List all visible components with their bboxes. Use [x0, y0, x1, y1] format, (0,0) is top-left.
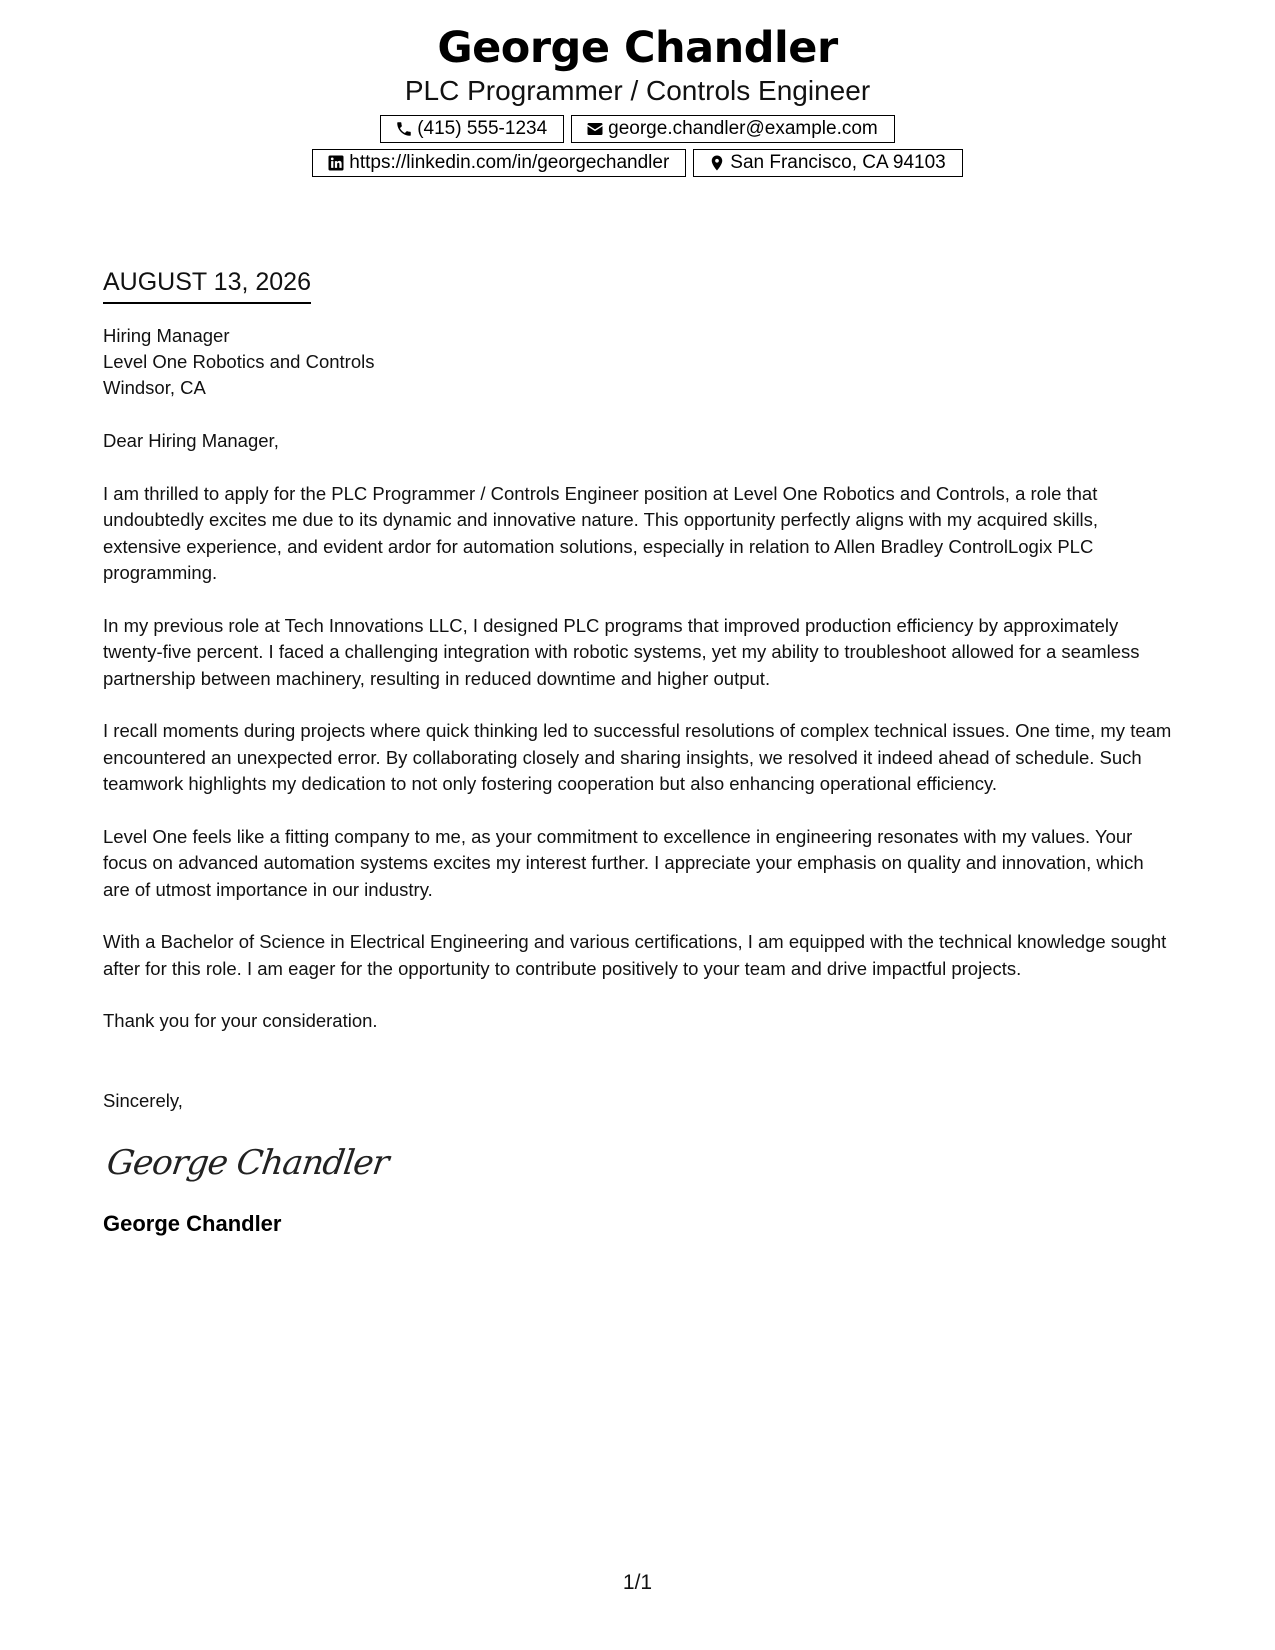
applicant-name: George Chandler	[437, 23, 838, 73]
handwritten-signature	[104, 1136, 391, 1188]
recipient-company: Level One Robotics and Controls	[103, 351, 375, 372]
recipient-name: Hiring Manager	[103, 325, 230, 346]
phone-text: (415) 555-1234	[417, 118, 548, 139]
paragraph-3: I recall moments during projects where quick thinking led to successful resolutions of complex technical issues. One time, my team encountered an unexpected error. By collaborating closely and sharing insights, we resolved it indeed ahead of schedule. Such teamwork highlights my dedication to not only fostering cooperation but also enhancing operational efficiency.	[103, 720, 1172, 794]
applicant-title: PLC Programmer / Controls Engineer	[404, 75, 871, 106]
greeting: Dear Hiring Manager,	[103, 430, 279, 451]
phone-icon	[395, 120, 413, 138]
contact-list	[0, 115, 1275, 177]
recipient-location: Windsor, CA	[103, 377, 206, 398]
page-number: 1/1	[622, 1571, 653, 1594]
closing-thanks: Thank you for your consideration.	[103, 1010, 378, 1031]
linkedin-text: https://linkedin.com/in/georgechandler	[349, 152, 670, 173]
signed-name: George Chandler	[103, 1211, 282, 1236]
paragraph-2: In my previous role at Tech Innovations LLC, I designed PLC programs that improved production efficiency by approximately twenty-five percent. I faced a challenging integration with robotic systems, yet my ability to troubleshoot allowed for a seamless partnership between machinery, resulting in reduced downtime and higher output.	[103, 614, 1140, 689]
linkedin-icon	[327, 154, 345, 172]
letter-body	[103, 266, 1173, 1238]
letter-date: AUGUST 13, 2026	[103, 266, 311, 304]
signoff: Sincerely,	[103, 1089, 183, 1111]
envelope-icon	[586, 120, 604, 138]
contact-phone	[380, 115, 564, 143]
contact-linkedin[interactable]	[312, 149, 686, 177]
paragraph-5: With a Bachelor of Science in Electrical Engineering and various certifications, I am equipped with the technical knowledge sought after for this role. I am eager for the opportunity to contribute positively to your team and drive impactful projects.	[103, 931, 1167, 979]
paragraph-1: I am thrilled to apply for the PLC Programmer / Controls Engineer position at Level One Robotics and Controls, a role that undoubtedly excites me due to its dynamic and innovative nature. This opportunity perfectly aligns with my acquired skills, extensive experience, and evident ardor for automation solutions, especially in relation to Allen Bradley ControlLogix PLC programming.	[103, 482, 1099, 583]
contact-location	[693, 149, 962, 177]
letter-header	[0, 22, 1275, 177]
email-text: george.chandler@example.com	[608, 118, 878, 139]
recipient-block	[103, 323, 1173, 401]
location-text: San Francisco, CA 94103	[730, 152, 946, 173]
svg-text:George Chandler: George Chandler	[104, 1143, 391, 1183]
paragraph-4: Level One feels like a fitting company to me, as your commitment to excellence in engineering resonates with my values. Your focus on advanced automation systems excites my interest further. I appreciate your emphasis on quality and innovation, which are of utmost importance in our industry.	[103, 825, 1144, 900]
map-pin-icon	[708, 154, 726, 172]
contact-email[interactable]	[571, 115, 895, 143]
